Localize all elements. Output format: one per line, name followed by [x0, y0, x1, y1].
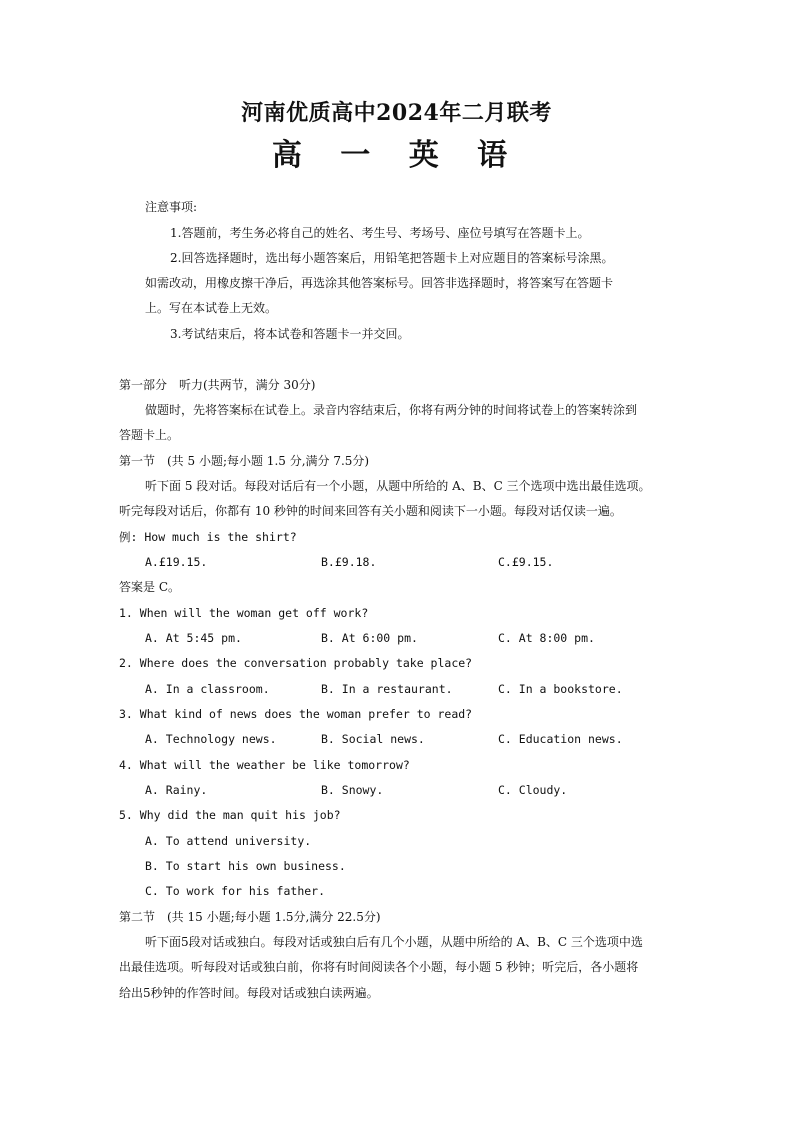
subject-title: 高 一 英 语: [271, 138, 522, 173]
notice-item-2: 2.回答选择题时，选出每小题答案后，用铅笔把答题卡上对应题目的答案标号涂黑。: [170, 251, 614, 265]
q5-option-b: B. To start his own business.: [145, 859, 346, 873]
q4-option-a: A. Rainy.: [145, 783, 208, 797]
section1-intro-cont: 听完每段对话后，你都有 10 秒钟的时间来回答有关小题和阅读下一小题。每段对话仅读一遍。: [119, 504, 622, 518]
notice-heading: 注意事项:: [145, 200, 198, 214]
section2-intro: 听下面5段对话或独白。每段对话或独白后有几个小题，从题中所给的 A、B、C 三个选项中选: [145, 935, 643, 949]
section2-heading: 第二节 (共 15 小题;每小题 1.5分,满分 22.5分): [119, 910, 381, 924]
question-1: 1. When will the woman get off work?: [119, 606, 369, 620]
q2-option-a: A. In a classroom.: [145, 682, 270, 696]
q1-option-b: B. At 6:00 pm.: [321, 631, 418, 645]
notice-item-1: 1.答题前，考生务必将自己的姓名、考生号、考场号、座位号填写在答题卡上。: [170, 226, 590, 240]
question-3: 3. What kind of news does the woman prefer to read?: [119, 707, 473, 721]
question-4: 4. What will the weather be like tomorrow?: [119, 758, 410, 772]
example-option-c: C.£9.15.: [498, 555, 554, 569]
section1-intro: 听下面 5 段对话。每段对话后有一个小题，从题中所给的 A、B、C 三个选项中选出最佳选项。: [145, 479, 651, 493]
section2-intro-end: 给出5秒钟的作答时间。每段对话或独白读两遍。: [119, 986, 379, 1000]
part1-intro-cont: 答题卡上。: [119, 428, 180, 442]
notice-item-2-end: 上。写在本试卷上无效。: [145, 301, 278, 315]
example-option-a: A.£19.15.: [145, 555, 208, 569]
section2-intro-cont: 出最佳选项。听每段对话或独白前，你将有时间阅读各个小题，每小题 5 秒钟；听完后，各小题将: [119, 960, 639, 974]
example-answer: 答案是 C。: [119, 580, 180, 594]
q4-option-c: C. Cloudy.: [498, 783, 568, 797]
exam-title: 河南优质高中2024年二月联考: [241, 100, 552, 126]
q2-option-c: C. In a bookstore.: [498, 682, 623, 696]
q4-option-b: B. Snowy.: [321, 783, 384, 797]
q1-option-a: A. At 5:45 pm.: [145, 631, 242, 645]
notice-item-3: 3.考试结束后，将本试卷和答题卡一并交回。: [170, 327, 410, 341]
question-5: 5. Why did the man quit his job?: [119, 808, 341, 822]
q3-option-a: A. Technology news.: [145, 732, 277, 746]
q5-option-a: A. To attend university.: [145, 834, 312, 848]
q1-option-c: C. At 8:00 pm.: [498, 631, 595, 645]
example-option-b: B.£9.18.: [321, 555, 377, 569]
q2-option-b: B. In a restaurant.: [321, 682, 453, 696]
part1-heading: 第一部分 听力(共两节，满分 30分): [119, 378, 316, 392]
q3-option-c: C. Education news.: [498, 732, 623, 746]
part1-intro: 做题时，先将答案标在试卷上。录音内容结束后，你将有两分钟的时间将试卷上的答案转涂到: [145, 403, 638, 417]
q3-option-b: B. Social news.: [321, 732, 425, 746]
notice-item-2-cont: 如需改动，用橡皮擦干净后，再选涂其他答案标号。回答非选择题时，将答案写在答题卡: [145, 276, 614, 290]
question-2: 2. Where does the conversation probably take place?: [119, 656, 473, 670]
q5-option-c: C. To work for his father.: [145, 884, 326, 898]
section1-heading: 第一节 (共 5 小题;每小题 1.5 分,满分 7.5分): [119, 454, 370, 468]
example-question: 例: How much is the shirt?: [119, 530, 297, 544]
